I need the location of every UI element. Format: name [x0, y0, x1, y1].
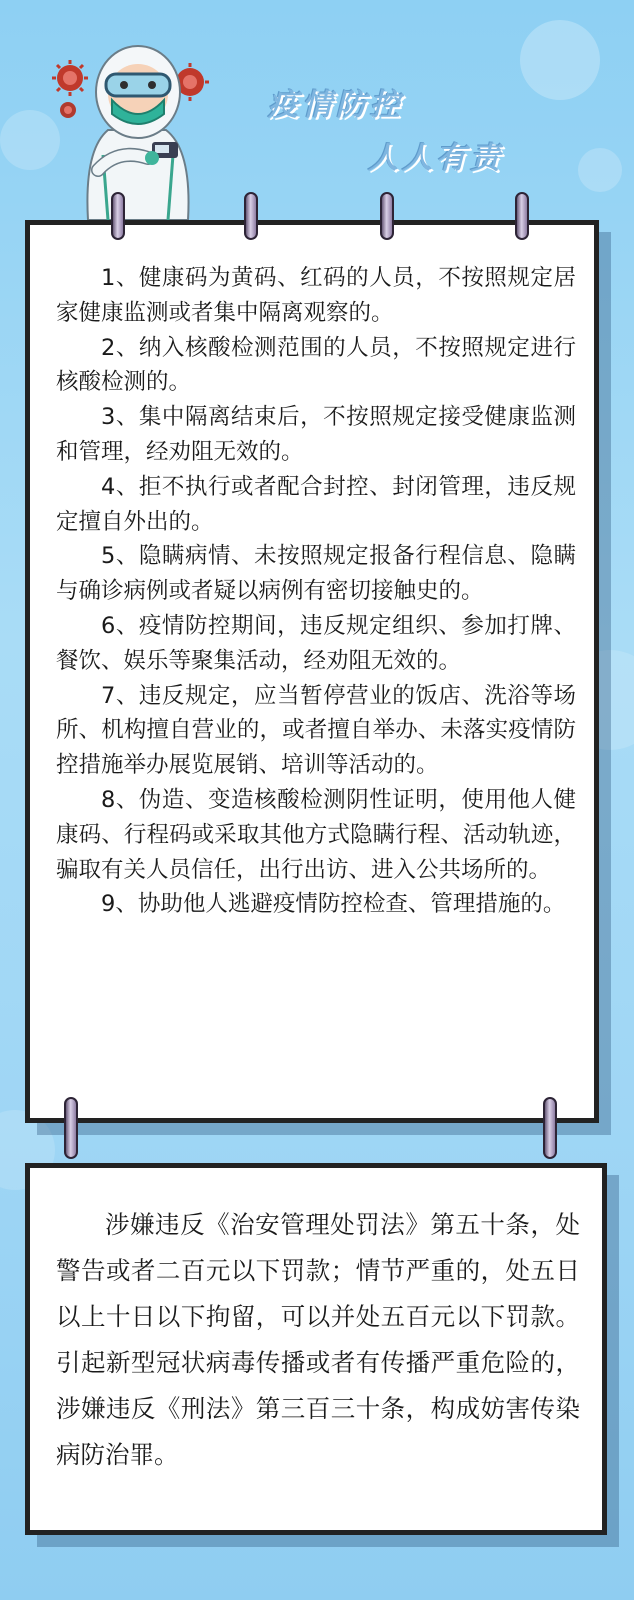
penalty-card: [25, 1163, 607, 1535]
rules-list: [56, 261, 576, 922]
rules-card: [25, 220, 599, 1123]
binder-ring-icon: [543, 1097, 557, 1159]
rule-item: 5、隐瞒病情、未按照规定报备行程信息、隐瞒与确诊病例或者疑以病例有密切接触史的。: [56, 543, 576, 605]
rule-item: 3、集中隔离结束后，不按照规定接受健康监测和管理，经劝阻无效的。: [56, 404, 576, 465]
virus-icon: [52, 60, 88, 96]
rule-item: 7、违反规定，应当暂停营业的饭店、洗浴等场所、机构擅自营业的，或者擅自举办、未落实疫情防控措施举办展览展销、培训等活动的。: [56, 682, 576, 779]
rule-item: 9、协助他人逃避疫情防控检查、管理措施的。: [101, 891, 566, 918]
rule-item: 1、健康码为黄码、红码的人员，不按照规定居家健康监测或者集中隔离观察的。: [56, 265, 576, 326]
binder-ring-icon: [111, 192, 125, 240]
rule-item: 4、拒不执行或者配合封控、封闭管理，违反规定擅自外出的。: [56, 473, 576, 535]
binder-ring-icon: [380, 192, 394, 240]
binder-ring-icon: [64, 1097, 78, 1159]
virus-icon: [60, 102, 76, 118]
rule-item: 6、疫情防控期间，违反规定组织、参加打牌、餐饮、娱乐等聚集活动，经劝阻无效的。: [56, 612, 576, 674]
binder-ring-icon: [515, 192, 529, 240]
health-worker-mascot: [48, 30, 228, 220]
rule-item: 2、纳入核酸检测范围的人员，不按照规定进行核酸检测的。: [56, 334, 576, 396]
binder-ring-icon: [244, 192, 258, 240]
rule-item: 8、伪造、变造核酸检测阴性证明，使用他人健康码、行程码或采取其他方式隐瞒行程、活动轨迹，骗取有关人员信任，出行出访、进入公共场所的。: [56, 786, 576, 883]
penalty-text: 涉嫌违反《治安管理处罚法》第五十条，处警告或者二百元以下罚款；情节严重的，处五日以上十日以下拘留，可以并处五百元以下罚款。引起新型冠状病毒传播或者有传播严重危险的，涉嫌违反《刑法》第三百三十条，构成妨害传染病防治罪。: [56, 1210, 580, 1469]
slogan-line-1: 疫情防控: [268, 88, 404, 123]
slogan-line-2: 人人有责: [368, 141, 504, 176]
